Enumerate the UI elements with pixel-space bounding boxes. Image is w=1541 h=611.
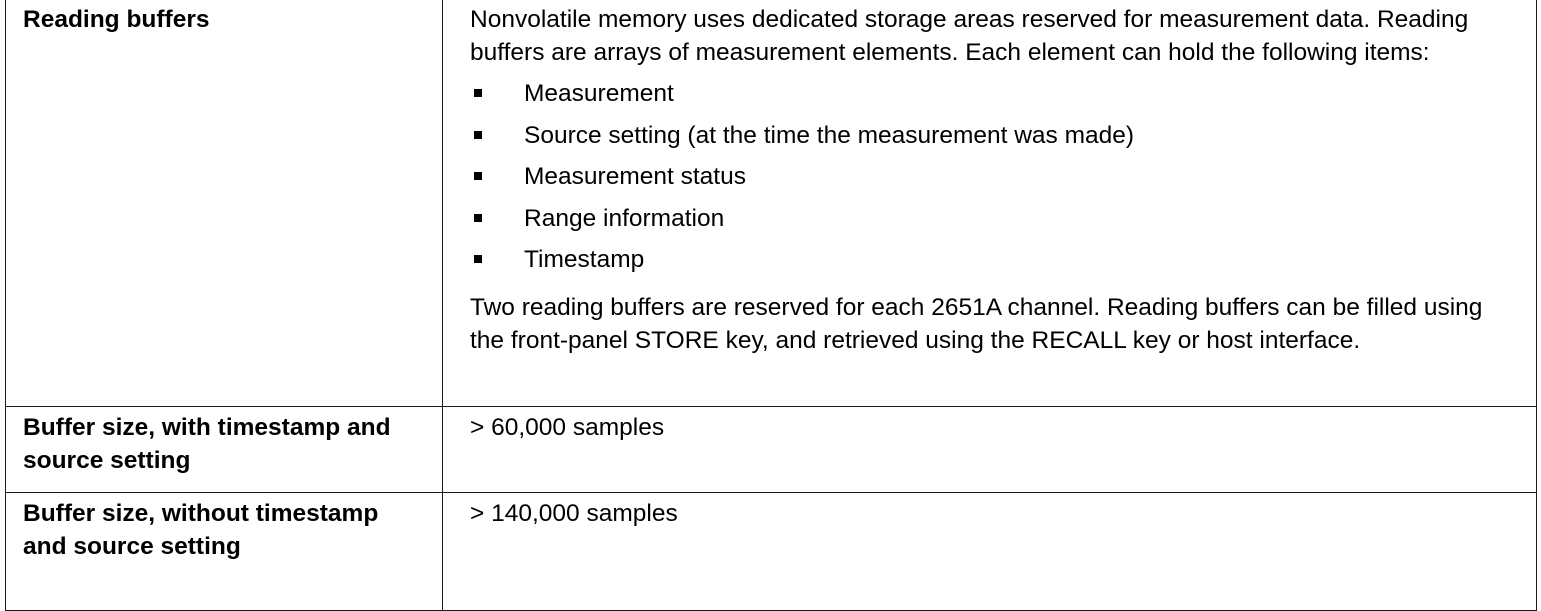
square-bullet-icon xyxy=(474,214,482,222)
list-item xyxy=(470,202,1522,244)
list-item xyxy=(470,119,1522,161)
square-bullet-icon xyxy=(474,131,482,139)
row-label: Buffer size, with timestamp and source setting xyxy=(6,407,443,493)
list-item xyxy=(470,77,1522,119)
intro-paragraph: Nonvolatile memory uses dedicated storage areas reserved for measurement data. Reading buffers are arrays of measurement elements. Each element can hold the following items: xyxy=(470,6,1469,66)
list-item-text: Source setting (at the time the measurement was made) xyxy=(524,121,1135,149)
row-value: > 140,000 samples xyxy=(443,493,1537,611)
table-row xyxy=(6,0,1537,407)
list-item-text: Measurement xyxy=(524,80,674,107)
square-bullet-icon xyxy=(474,172,482,180)
row-value xyxy=(443,0,1537,407)
row-label: Buffer size, without timestamp and source setting xyxy=(6,493,443,611)
list-item-text: Range information xyxy=(524,204,725,232)
square-bullet-icon xyxy=(474,89,482,97)
list-item xyxy=(470,243,1522,285)
list-item-text: Measurement status xyxy=(524,163,746,190)
element-items-list xyxy=(470,77,1522,285)
specifications-table xyxy=(5,0,1537,611)
table-row xyxy=(6,407,1537,493)
list-item xyxy=(470,160,1522,202)
row-label: Reading buffers xyxy=(6,0,443,407)
outro-paragraph: Two reading buffers are reserved for each 2651A channel. Reading buffers can be filled using the front-panel STORE key, and retrieved using the RECALL key or host interface. xyxy=(470,293,1483,354)
table-row xyxy=(6,493,1537,611)
square-bullet-icon xyxy=(474,255,482,263)
row-value: > 60,000 samples xyxy=(443,407,1537,493)
list-item-text: Timestamp xyxy=(524,246,645,273)
